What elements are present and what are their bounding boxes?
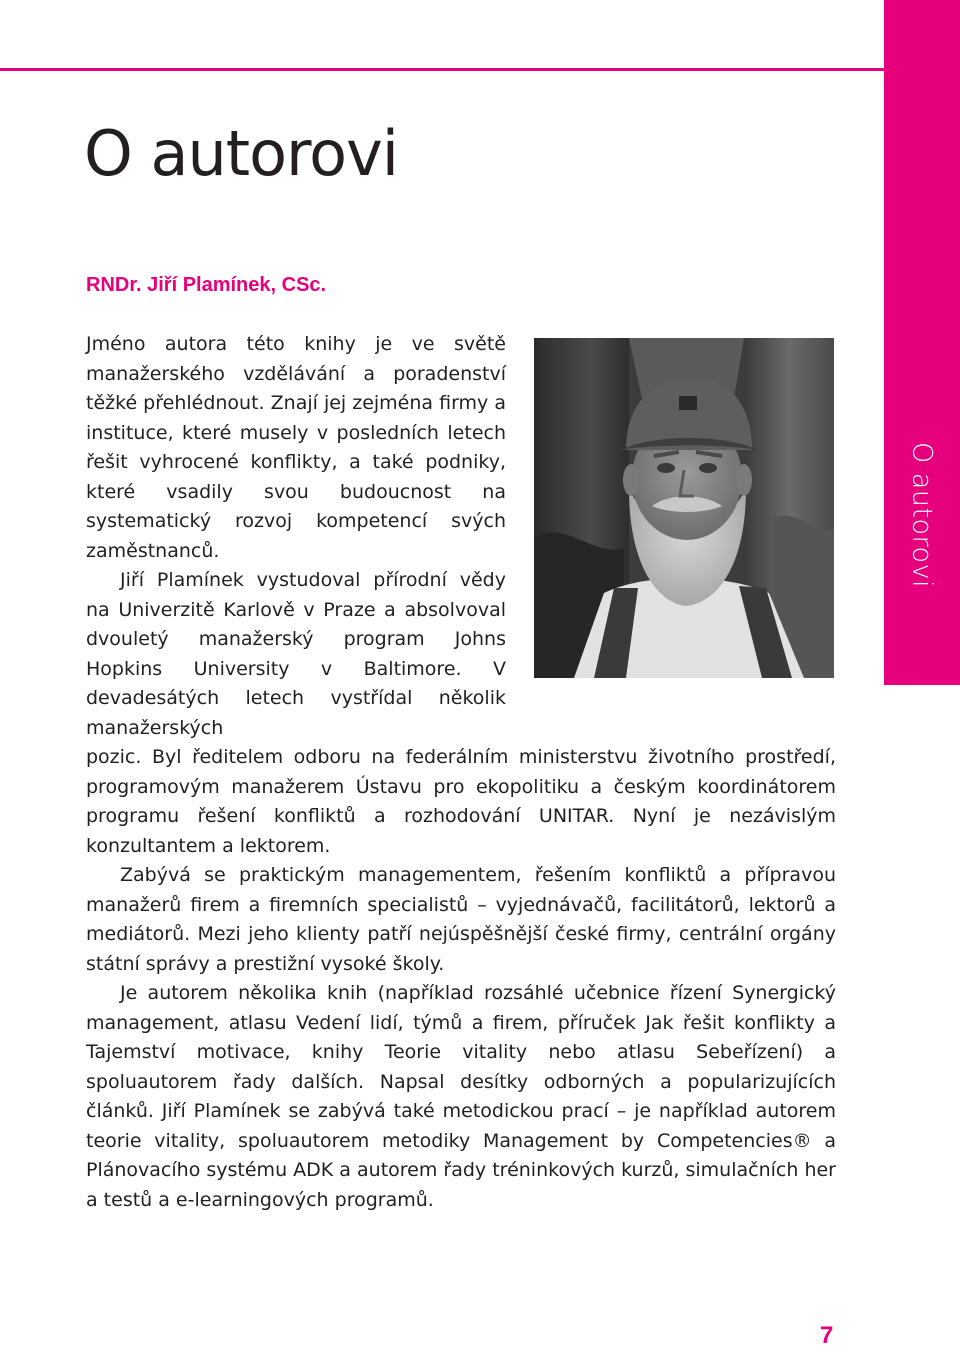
page-number: 7 <box>820 1322 834 1349</box>
author-biography <box>86 330 836 1215</box>
author-name: RNDr. Jiří Plamínek, CSc. <box>86 274 327 296</box>
bio-paragraph-intro: Jméno autora této knihy je ve světě manažerského vzdělávání a poradenství těžké přehlédnout. Znají jej zejména firmy a instituce, které musely v posledních letech řešit vyhrocené konflikty, a také podniky, které vsadily svou budoucnost na systematický rozvoj kompetencí svých zaměstnanců. <box>86 333 506 562</box>
header-rule <box>0 68 884 71</box>
bio-paragraph-education-rest: pozic. Byl ředitelem odboru na federálním ministerstvu životního prostředí, programovým manažerem Ústavu pro ekopolitiku a českým koordinátorem programu řešení konfliktů a rozhodování UNITAR. Nyní je nezávislým konzultantem a lektorem. <box>86 746 836 857</box>
bio-paragraph-publications: Je autorem několika knih (například rozsáhlé učebnice řízení Synergický management, atlasu Vedení lidí, týmů a firem, příruček Jak řešit konflikty a Tajemství motivace, knihy Teorie vitality nebo atlasu Sebeřízení) a spoluautorem řady dalších. Napsal desítky odborných a popularizujících článků. Jiří Plamínek se zabývá také metodickou prací – je například autorem teorie vitality, spoluautorem metodiky Management by Competencies® a Plánovacího systému ADK a autorem řady tréninkových kurzů, simulačních her a testů a e-learningových programů. <box>86 982 836 1211</box>
chapter-side-tab-label: O autorovi <box>906 441 938 589</box>
bio-paragraph-expertise: Zabývá se praktickým managementem, řešením konfliktů a přípravou manažerů firem a firemních specialistů – vyjednávačů, facilitátorů, lektorů a mediátorů. Mezi jeho klienty patří nejúspěšnější české firmy, centrální orgány státní správy a prestižní vysoké školy. <box>86 864 836 975</box>
page-title: O autorovi <box>84 117 399 190</box>
bio-paragraph-education-intro: Jiří Plamínek vystudoval přírodní vědy na Univerzitě Karlově v Praze a absolvoval dvouletý manažerský program Johns Hopkins University v Baltimore. V devadesátých letech vystřídal několik manažerských <box>86 569 506 739</box>
